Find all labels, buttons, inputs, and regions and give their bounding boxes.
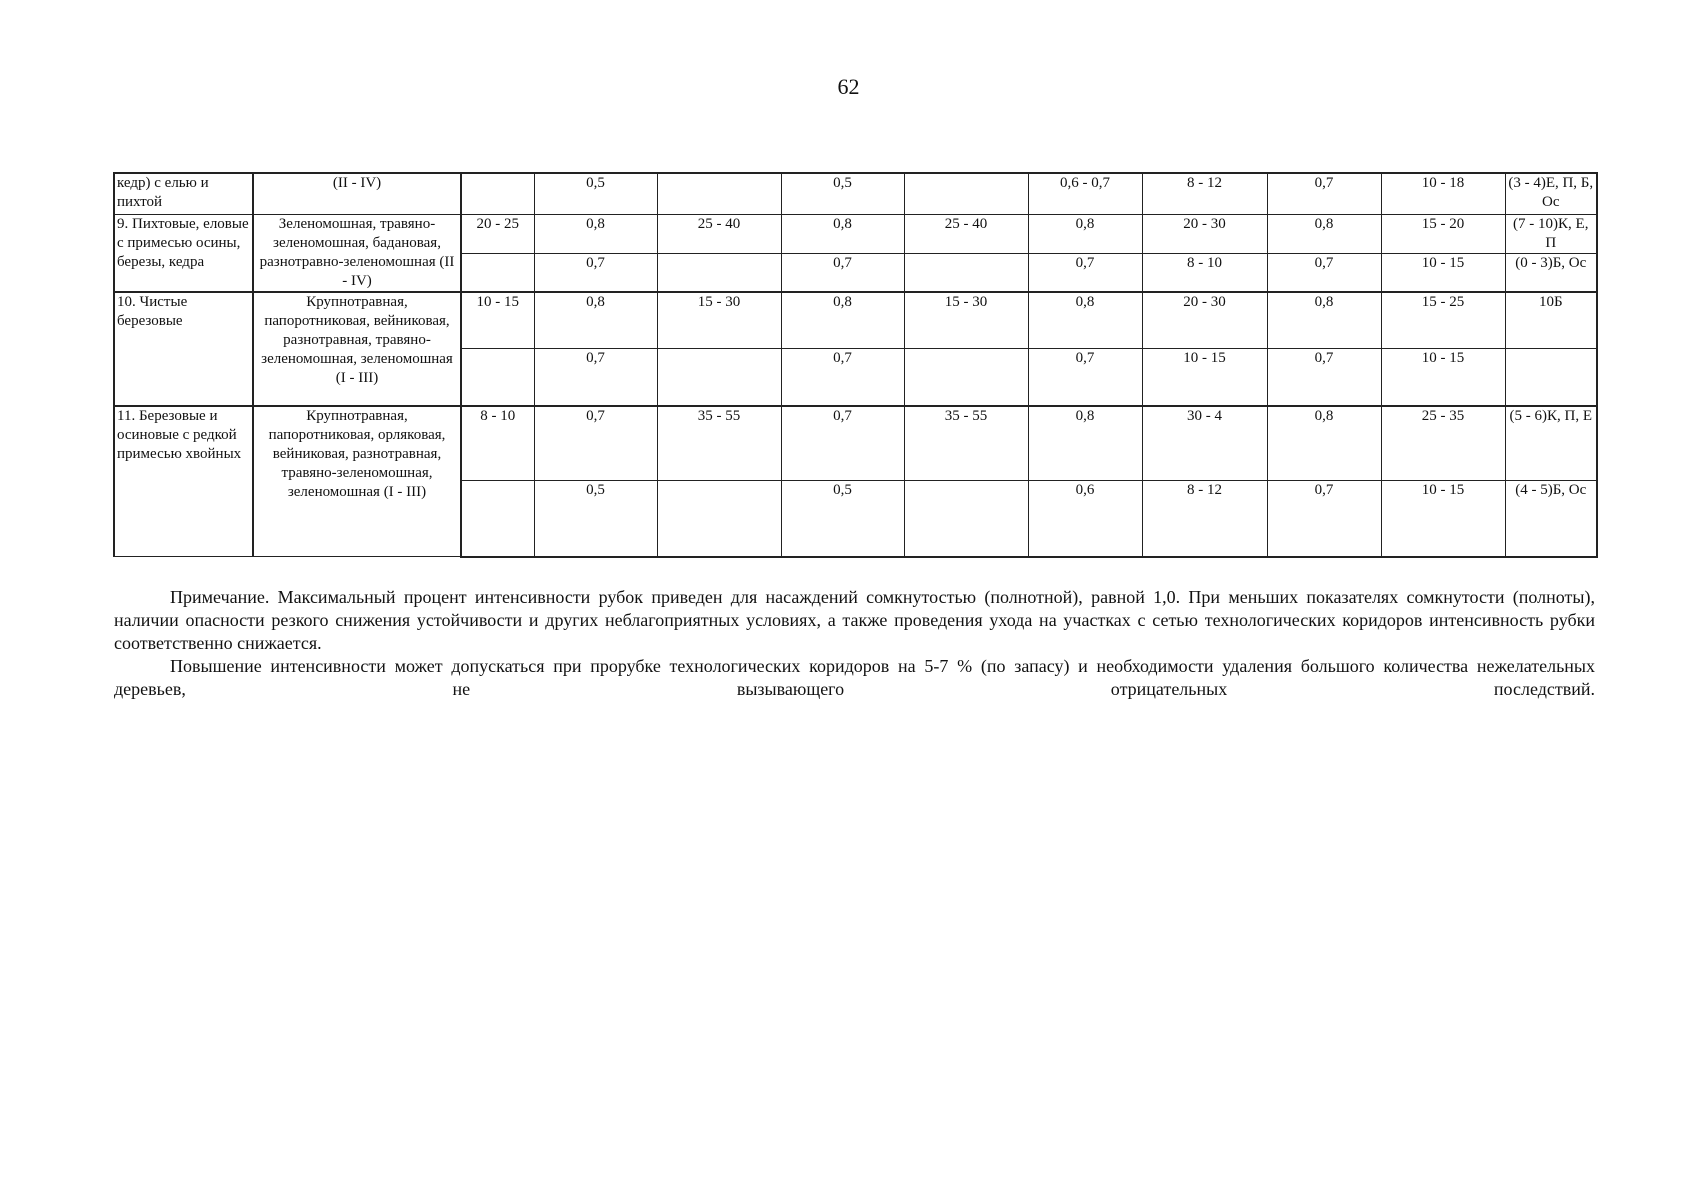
table-cell: 0,7: [1267, 253, 1381, 291]
table-cell: 0,8: [534, 214, 657, 253]
table-cell: 0,7: [1267, 173, 1381, 214]
table-cell: 0,8: [1267, 406, 1381, 481]
composition-cell: (5 - 6)К, П, Е: [1505, 406, 1597, 481]
table-cell: 0,5: [534, 481, 657, 557]
table-cell: 0,8: [1267, 292, 1381, 349]
table-cell: 35 - 55: [657, 406, 781, 481]
table-cell: [461, 253, 534, 291]
table-cell: 15 - 25: [1381, 292, 1505, 349]
table-cell: [657, 253, 781, 291]
table-row: [114, 173, 1597, 214]
table-cell: 25 - 35: [1381, 406, 1505, 481]
table-cell: 0,7: [534, 406, 657, 481]
note-paragraph: Примечание. Максимальный процент интенсивности рубок приведен для насаждений сомкнутостью (полнотной), равной 1,0. При меньших показателях сомкнутости (полноты), наличии опасности резкого снижения устойчивости и других неблагоприятных условиях, а также проведения ухода на участках с сетью технологических коридоров интенсивность рубки соответственно снижается.: [114, 587, 1595, 653]
table-cell: 0,7: [1028, 253, 1142, 291]
table-cell: 10 - 15: [1381, 349, 1505, 406]
table-cell: 8 - 12: [1142, 173, 1267, 214]
table-cell: [657, 173, 781, 214]
table-cell: [904, 253, 1028, 291]
stand-name-cell: кедр) с елью и пихтой: [114, 173, 253, 214]
table-cell: 0,8: [1267, 214, 1381, 253]
table-cell: 10 - 18: [1381, 173, 1505, 214]
composition-cell: (3 - 4)Е, П, Б, Ос: [1505, 173, 1597, 214]
table-cell: 0,7: [534, 253, 657, 291]
table-cell: [461, 173, 534, 214]
table-cell: [904, 349, 1028, 406]
table-cell: 0,8: [781, 292, 904, 349]
table-cell: 0,6: [1028, 481, 1142, 557]
table-cell: 0,7: [1267, 349, 1381, 406]
table-cell: 0,8: [1028, 406, 1142, 481]
table-cell: 15 - 30: [904, 292, 1028, 349]
table-cell: 15 - 20: [1381, 214, 1505, 253]
table-cell: 0,7: [1028, 349, 1142, 406]
table-cell: 30 - 4: [1142, 406, 1267, 481]
forest-type-cell: Крупнотравная, папоротниковая, орляковая, вейниковая, разнотравная, травяно-зеленомошная, зеленомошная (I - III): [253, 406, 461, 557]
forest-type-cell: (II - IV): [253, 173, 461, 214]
table-row: [114, 292, 1597, 349]
table-cell: [657, 349, 781, 406]
stand-name-cell: 9. Пихтовые, еловые с примесью осины, березы, кедра: [114, 214, 253, 292]
table-cell: 0,8: [1028, 214, 1142, 253]
table-cell: 10 - 15: [1381, 481, 1505, 557]
table-row: [114, 406, 1597, 481]
forest-type-cell: Зеленомошная, травяно-зеленомошная, бадановая, разнотравно-зеленомошная (II - IV): [253, 214, 461, 292]
table-cell: 0,7: [781, 253, 904, 291]
table-cell: 0,7: [781, 349, 904, 406]
table-cell: 0,7: [781, 406, 904, 481]
table-cell: 0,8: [781, 214, 904, 253]
table-cell: 25 - 40: [657, 214, 781, 253]
composition-cell: (4 - 5)Б, Ос: [1505, 481, 1597, 557]
table-cell: [904, 481, 1028, 557]
table-cell: [904, 173, 1028, 214]
table-cell: 35 - 55: [904, 406, 1028, 481]
table-cell: 0,7: [534, 349, 657, 406]
page-number: 62: [837, 74, 860, 99]
table-cell: 10 - 15: [1381, 253, 1505, 291]
table-cell: 0,8: [1028, 292, 1142, 349]
table-cell: 20 - 25: [461, 214, 534, 253]
table-cell: 20 - 30: [1142, 292, 1267, 349]
table-cell: 0,5: [781, 481, 904, 557]
table-cell: [657, 481, 781, 557]
table-cell: 0,8: [534, 292, 657, 349]
table-cell: 8 - 10: [1142, 253, 1267, 291]
forest-type-cell: Крупнотравная, папоротниковая, вейниковая, разнотравная, травяно-зеленомошная, зеленомошная (I - III): [253, 292, 461, 406]
table-cell: 0,5: [534, 173, 657, 214]
stand-name-cell: 10. Чистые березовые: [114, 292, 253, 406]
table-cell: 10 - 15: [461, 292, 534, 349]
table-cell: 25 - 40: [904, 214, 1028, 253]
table-cell: 20 - 30: [1142, 214, 1267, 253]
table-cell: [461, 481, 534, 557]
table-cell: 0,6 - 0,7: [1028, 173, 1142, 214]
composition-cell: [1505, 349, 1597, 406]
table-cell: 8 - 10: [461, 406, 534, 481]
table-cell: 10 - 15: [1142, 349, 1267, 406]
composition-cell: (0 - 3)Б, Ос: [1505, 253, 1597, 291]
forest-thinning-table: [113, 172, 1598, 558]
table-cell: 0,7: [1267, 481, 1381, 557]
composition-cell: (7 - 10)К, Е, П: [1505, 214, 1597, 253]
table-row: [114, 214, 1597, 253]
note-paragraph: Повышение интенсивности может допускаться при прорубке технологических коридоров на 5-7 % (по запасу) и необходимости удаления большого количества нежелательных деревьев, не вызывающего отрицательных последствий.: [114, 656, 1595, 699]
table-note: [114, 586, 1595, 701]
table-cell: 0,5: [781, 173, 904, 214]
table-cell: 8 - 12: [1142, 481, 1267, 557]
composition-cell: 10Б: [1505, 292, 1597, 349]
table-cell: [461, 349, 534, 406]
table-cell: 15 - 30: [657, 292, 781, 349]
stand-name-cell: 11. Березовые и осиновые с редкой примесью хвойных: [114, 406, 253, 557]
